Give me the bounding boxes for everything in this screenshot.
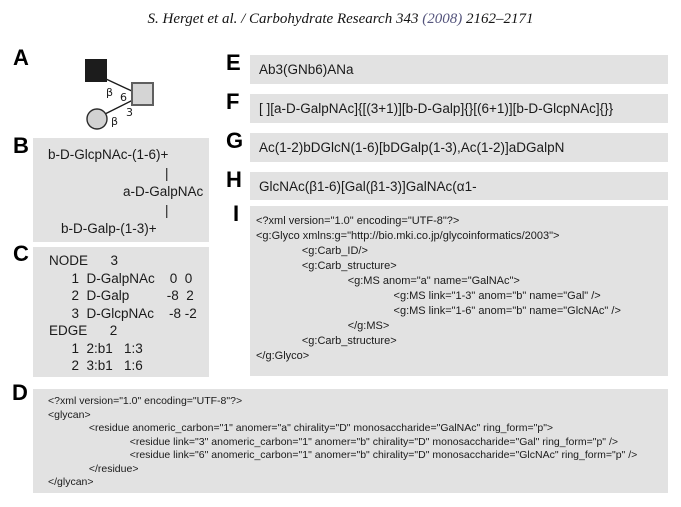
linkage-position-3: 3	[126, 106, 133, 119]
code-line: <g:Carb_structure>	[256, 335, 397, 347]
panel-label-f: F	[226, 89, 240, 114]
panel-d-xml-box	[33, 389, 668, 493]
code-line: <g:Carb_ID/>	[256, 245, 368, 257]
code-line: <g:MS anom="a" name="GalNAc">	[256, 275, 520, 287]
panel-f-linucs-box	[250, 94, 668, 123]
panel-b-iupac-box	[33, 138, 209, 242]
code-line: <?xml version="1.0" encoding="UTF-8"?>	[48, 395, 243, 407]
panel-label-g: G	[226, 128, 244, 153]
code-line: 1 2:b1 1:3	[49, 340, 143, 356]
galnac-gray-square-icon	[132, 83, 153, 105]
panel-label-h: H	[226, 167, 242, 192]
code-line: <?xml version="1.0" encoding="UTF-8"?>	[256, 215, 460, 227]
code-line: <g:Glyco xmlns:g="http://bio.mki.co.jp/glycoinformatics/2003">	[256, 230, 560, 242]
panel-i-glyco-xml-box	[250, 206, 668, 376]
panel-h-text: GlcNAc(β1-6)[Gal(β1-3)]GalNAc(α1-	[259, 178, 477, 194]
linkage-beta-lower: β	[111, 115, 119, 128]
code-line: <residue anomeric_carbon="1" anomer="a" chirality="D" monosaccharide="GalNAc" ring_form="p">	[48, 422, 554, 434]
panel-label-b: B	[13, 133, 29, 158]
panel-label-a: A	[13, 45, 29, 70]
code-line: <residue link="3" anomeric_carbon="1" anomer="b" chirality="D" monosaccharide="Gal" ring_form="p" />	[48, 435, 618, 448]
panel-label-e: E	[226, 50, 241, 75]
code-line: 2 3:b1 1:6	[49, 358, 143, 373]
citation-text: S. Herget et al. / Carbohydrate Research 343	[147, 11, 423, 27]
linkage-beta-upper: β	[106, 86, 114, 99]
code-line: |	[165, 165, 169, 181]
glcnac-filled-square-icon	[85, 59, 107, 82]
code-line: <glycan>	[48, 408, 91, 421]
code-line: a-D-GalpNAc	[123, 184, 204, 199]
panel-f-text: [ ][a-D-GalpNAc]{[(3+1)][b-D-Galp]{}[(6+1)][b-D-GlcpNAc]{}}	[259, 101, 614, 116]
code-line: NODE 3	[49, 253, 119, 268]
code-line: </g:MS>	[256, 320, 390, 332]
code-line: b-D-Galp-(1-3)+	[61, 221, 157, 236]
code-line: |	[165, 202, 169, 218]
linkage-position-6: 6	[120, 91, 127, 104]
panel-label-i: I	[233, 201, 240, 226]
citation-pages: 2162–2171	[462, 11, 534, 27]
running-head	[0, 11, 681, 28]
code-line: 1 D-GalpNAc 0 0	[49, 270, 193, 286]
panel-h-iupac-short-box	[250, 172, 668, 200]
gal-gray-circle-icon	[87, 109, 107, 129]
citation-year: (2008)	[422, 11, 463, 27]
code-line: </residue>	[48, 462, 139, 475]
panel-label-d: D	[12, 380, 28, 405]
panel-g-bcsdb-box	[250, 133, 668, 162]
code-line: EDGE 2	[49, 323, 118, 338]
code-line: 2 D-Galp -8 2	[49, 288, 194, 303]
panel-e-text: Ab3(GNb6)ANa	[259, 62, 354, 77]
code-line: b-D-GlcpNAc-(1-6)+	[48, 147, 169, 162]
code-line: <g:MS link="1-6" anom="b" name="GlcNAc" />	[256, 305, 621, 317]
code-line: </g:Glyco>	[256, 350, 310, 362]
panel-e-linearcode-box	[250, 55, 668, 84]
panel-c-kcf-box	[33, 247, 209, 377]
code-line: </glycan>	[48, 476, 94, 488]
code-line: 3 D-GlcpNAc -8 -2	[49, 305, 197, 321]
code-line: <g:Carb_structure>	[256, 260, 397, 272]
code-line: <g:MS link="1-3" anom="b" name="Gal" />	[256, 290, 601, 302]
panel-label-c: C	[13, 241, 29, 266]
panel-g-text: Ac(1-2)bDGlcN(1-6)[bDGalp(1-3),Ac(1-2)]aDGalpN	[259, 140, 565, 155]
code-line: <residue link="6" anomeric_carbon="1" anomer="b" chirality="D" monosaccharide="GlcNAc" ring_form="p" />	[48, 449, 638, 461]
glycan-symbol-diagram	[60, 50, 200, 138]
